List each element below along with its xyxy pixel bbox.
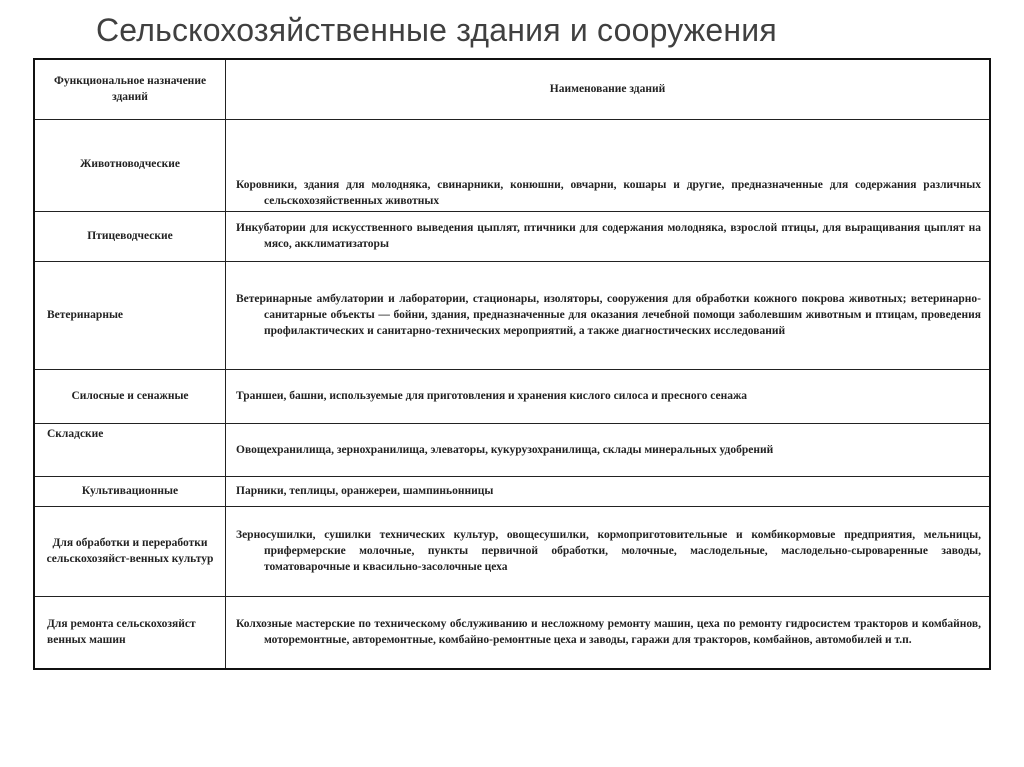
function-cell: Складские — [34, 423, 226, 476]
table-header-row — [34, 59, 990, 119]
header-names: Наименование зданий — [226, 59, 991, 119]
names-cell — [226, 476, 991, 506]
function-cell: Ветеринарные — [34, 261, 226, 369]
function-cell: Птицеводческие — [34, 211, 226, 261]
names-text: Инкубатории для искусственного выведения цыплят, птичники для содержания молодняка, взрослой птицы, для выращивания цыплят на мясо, акклиматизаторы — [236, 222, 981, 250]
names-cell — [226, 506, 991, 596]
function-cell: Силосные и сенажные — [34, 369, 226, 423]
names-text: Овощехранилища, зернохранилища, элеваторы, кукурузохранилища, склады минеральных удобрений — [236, 443, 774, 456]
names-text: Траншеи, башни, используемые для приготовления и хранения кислого силоса и пресного сенажа — [236, 390, 748, 402]
names-cell — [226, 211, 991, 261]
page-title: Сельскохозяйственные здания и сооружения — [96, 12, 777, 48]
names-text: Ветеринарные амбулатории и лаборатории, стационары, изоляторы, сооружения для обработки кожного покрова животных; ветеринарно-санитарные объекты — бойни, здания, предназначенные для оказания лечебной помощи заболевшим животным и птицам, проведения профилактических и санитарно-технических мероприятий, а также диагностических исследований — [236, 293, 981, 337]
names-text: Парники, теплицы, оранжереи, шампиньонницы — [236, 485, 494, 497]
table-row — [34, 261, 990, 369]
table-row — [34, 506, 990, 596]
names-cell — [226, 369, 991, 423]
names-cell — [226, 261, 991, 369]
names-text: Коровники, здания для молодняка, свинарники, конюшни, овчарни, кошары и другие, предназначенные для содержания различных сельскохозяйственных животных — [236, 178, 981, 207]
function-cell: Для ремонта сельскохозяйст венных машин — [34, 596, 226, 669]
table-row — [34, 423, 990, 476]
function-cell: Животноводческие — [34, 119, 226, 211]
header-function: Функциональное назначение зданий — [34, 59, 226, 119]
buildings-table — [33, 58, 991, 670]
table-row — [34, 211, 990, 261]
table-row — [34, 596, 990, 669]
table-row — [34, 369, 990, 423]
names-cell — [226, 596, 991, 669]
names-cell — [226, 423, 991, 476]
names-text: Колхозные мастерские по техническому обслуживанию и несложному ремонту машин, цеха по ремонту гидросистем тракторов и комбайнов, моторемонтные, авторемонтные, комбайно-ремонтные цеха и заводы, гаражи для тракторов, комбайнов, автомобилей и т.п. — [236, 618, 981, 647]
names-text: Зерносушилки, сушилки технических культур, овощесушилки, кормоприготовительные и комбикормовые предприятия, мельницы, прифермерские молочные, пункты первичной обработки, молочные, маслодельные, маслодельно-сыроваренные заводы, томатоварочные и квасильно-засолочные цеха — [236, 529, 981, 573]
table-row — [34, 476, 990, 506]
table-row — [34, 119, 990, 211]
function-cell: Культивационные — [34, 476, 226, 506]
names-cell — [226, 119, 991, 211]
function-cell: Для обработки и переработки сельскохозяйст-венных культур — [34, 506, 226, 596]
